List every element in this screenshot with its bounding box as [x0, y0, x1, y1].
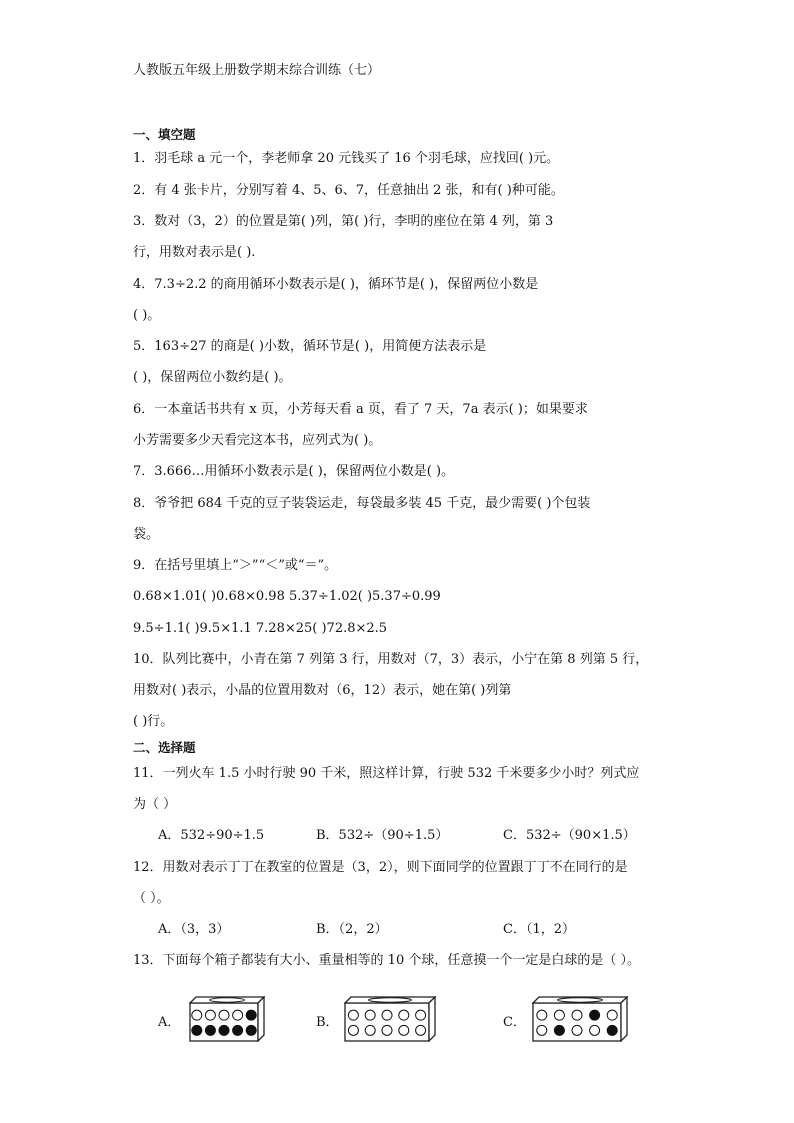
white-ball: [554, 1010, 564, 1020]
black-ball: [246, 1025, 256, 1035]
white-ball: [537, 1010, 547, 1020]
q12-option-c: C．（1，2）: [503, 922, 575, 937]
q12-option-a: A．（3，3）: [158, 922, 230, 937]
ball-box-c: [532, 996, 628, 1042]
question-line: 7．3.666…用循环小数表示是( )，保留两位小数是( )。: [133, 464, 455, 479]
white-ball: [365, 1025, 375, 1035]
q11-option-a: A．532÷90÷1.5: [158, 828, 265, 843]
white-ball: [399, 1010, 409, 1020]
white-ball: [590, 1025, 600, 1035]
white-ball: [382, 1025, 392, 1035]
black-ball: [554, 1025, 564, 1035]
q13-option-c-label: C．: [503, 1015, 526, 1030]
white-ball: [607, 1010, 617, 1020]
white-ball: [205, 1010, 215, 1020]
page-title: 人教版五年级上册数学期末综合训练（七）: [133, 63, 381, 78]
white-ball: [416, 1010, 426, 1020]
question-line: 袋。: [133, 527, 160, 542]
q11-option-b: B．532÷（90÷1.5）: [316, 828, 449, 843]
question-line: 10．队列比赛中，小青在第 7 列第 3 行，用数对（7，3）表示，小宁在第 8 列第 5 行，: [133, 652, 649, 667]
question-line: 为（ ）: [133, 797, 177, 812]
question-line: 8．爷爷把 684 千克的豆子装袋运走，每袋最多装 45 千克，最少需要( )个包装: [133, 496, 591, 511]
ball-box-b: [344, 996, 436, 1042]
question-line: ( )。: [133, 308, 161, 323]
question-line: ( )行。: [133, 714, 174, 729]
section-fill-heading: 一、填空题: [133, 127, 196, 142]
question-line: 0.68×1.01( )0.68×0.98 5.37÷1.02( )5.37÷0.99: [133, 589, 441, 604]
white-ball: [572, 1025, 582, 1035]
q13-option-b-label: B．: [316, 1015, 339, 1030]
question-line: 6．一本童话书共有 x 页，小芳每天看 a 页，看了 7 天，7a 表示( )；如果要求: [133, 402, 588, 417]
white-ball: [233, 1010, 243, 1020]
section-choice-heading: 二、选择题: [133, 740, 196, 755]
black-ball: [205, 1025, 215, 1035]
question-line: 9.5÷1.1( )9.5×1.1 7.28×25( )72.8×2.5: [133, 621, 388, 636]
white-ball: [348, 1010, 358, 1020]
white-ball: [382, 1010, 392, 1020]
question-line: 9．在括号里填上“＞”“＜”或“＝”。: [133, 558, 338, 573]
black-ball: [233, 1025, 243, 1035]
question-line: 行，用数对表示是( ).: [133, 245, 256, 260]
white-ball: [399, 1025, 409, 1035]
white-ball: [365, 1010, 375, 1020]
q12-option-b: B．（2，2）: [316, 922, 388, 937]
question-line: 4．7.3÷2.2 的商用循环小数表示是( )，循环节是( )，保留两位小数是: [133, 277, 539, 292]
q11-option-c: C．532÷（90×1.5）: [503, 828, 636, 843]
black-ball: [607, 1025, 617, 1035]
q13-option-a-label: A．: [158, 1015, 181, 1030]
question-line: 3．数对（3，2）的位置是第( )列，第( )行，李明的座位在第 4 列，第 3: [133, 214, 554, 229]
question-line: 用数对( )表示，小晶的位置用数对（6，12）表示，她在第( )列第: [133, 683, 512, 698]
white-ball: [416, 1025, 426, 1035]
question-line: 5．163÷27 的商是( )小数，循环节是( )，用简便方法表示是: [133, 339, 487, 354]
question-line: 1．羽毛球 a 元一个，李老师拿 20 元钱买了 16 个羽毛球，应找回( )元。: [133, 151, 560, 166]
ball-box-a: [189, 996, 265, 1042]
black-ball: [246, 1010, 256, 1020]
white-ball: [219, 1010, 229, 1020]
question-line: （ ）。: [133, 891, 170, 906]
question-line: 13．下面每个箱子都装有大小、重量相等的 10 个球，任意摸一个一定是白球的是（ ）。: [133, 953, 640, 968]
black-ball: [219, 1025, 229, 1035]
white-ball: [537, 1025, 547, 1035]
question-line: 11．一列火车 1.5 小时行驶 90 千米，照这样计算，行驶 532 千米要多少小时？列式应: [133, 766, 640, 781]
question-line: 12．用数对表示丁丁在教室的位置是（3，2），则下面同学的位置跟丁丁不在同行的是: [133, 860, 628, 875]
question-line: 小芳需要多少天看完这本书，应列式为( )。: [133, 433, 382, 448]
question-line: ( )，保留两位小数约是( )。: [133, 370, 292, 385]
question-line: 2．有 4 张卡片，分别写着 4、5、6、7，任意抽出 2 张，和有( )种可能。: [133, 183, 564, 198]
white-ball: [348, 1025, 358, 1035]
black-ball: [590, 1010, 600, 1020]
white-ball: [572, 1010, 582, 1020]
white-ball: [192, 1010, 202, 1020]
black-ball: [192, 1025, 202, 1035]
